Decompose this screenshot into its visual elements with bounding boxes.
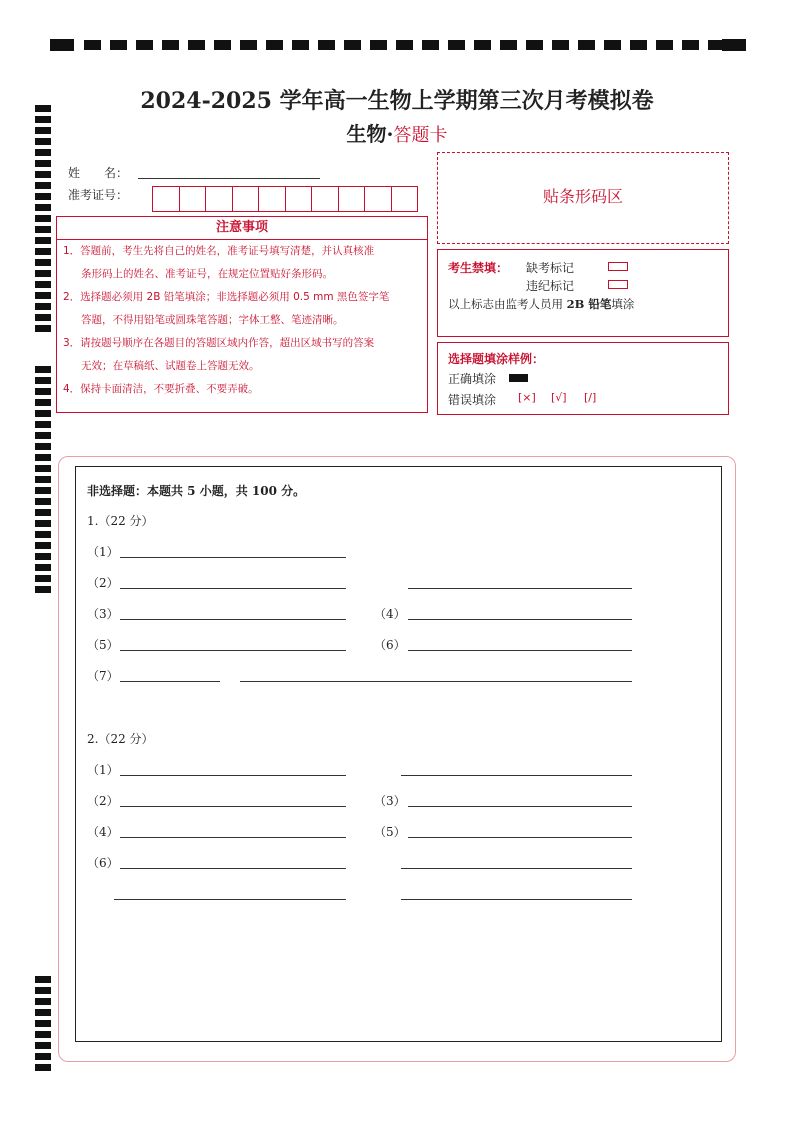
q2-answer-line[interactable]: [408, 837, 632, 838]
timing-mark: [318, 40, 335, 50]
violation-mark-label: 违纪标记: [526, 279, 575, 293]
timing-mark: [35, 259, 51, 266]
forbidden-box: [437, 249, 729, 337]
page-subtitle: [0, 118, 794, 147]
timing-mark: [396, 40, 413, 50]
subtitle-subject: 生物·: [346, 122, 394, 146]
exam-id-boxes[interactable]: [152, 186, 418, 212]
violation-mark-box[interactable]: [608, 280, 628, 289]
q2-answer-line[interactable]: [401, 775, 632, 776]
q1-answer-line[interactable]: [408, 619, 632, 620]
q2-sub-label: （4）: [87, 825, 119, 839]
timing-mark: [35, 292, 51, 299]
q2-answer-line[interactable]: [401, 868, 632, 869]
notice-item: 条形码上的姓名、准考证号，在规定位置贴好条形码。: [81, 268, 333, 280]
notice-box: [56, 238, 428, 413]
timing-mark: [35, 226, 51, 233]
q1-answer-line[interactable]: [120, 681, 220, 682]
timing-mark: [35, 388, 51, 395]
timing-mark: [35, 586, 51, 593]
forbidden-note-suffix: 填涂: [611, 297, 635, 311]
timing-mark: [35, 281, 51, 288]
exam-id-cell[interactable]: [180, 187, 207, 211]
exam-id-cell[interactable]: [233, 187, 260, 211]
forbidden-label: 考生禁填：: [448, 261, 509, 275]
exam-id-cell[interactable]: [153, 187, 180, 211]
timing-mark: [448, 40, 465, 50]
q1-sub-label: （6）: [374, 638, 406, 652]
timing-mark: [35, 575, 51, 582]
timing-mark: [35, 204, 51, 211]
timing-mark: [35, 1042, 51, 1049]
notice-item: 3．请按题号顺序在各题目的答题区域内作答，超出区域书写的答案: [63, 337, 375, 349]
section-title: 非选择题：本题共 5 小题，共 100 分。: [87, 484, 306, 498]
timing-mark: [35, 998, 51, 1005]
q2-sub-label: （5）: [374, 825, 406, 839]
timing-mark: [35, 1064, 51, 1071]
timing-mark: [35, 410, 51, 417]
q2-sub-label: （1）: [87, 763, 119, 777]
q2-answer-line[interactable]: [114, 899, 346, 900]
timing-mark: [474, 40, 491, 50]
timing-mark: [35, 487, 51, 494]
timing-mark: [35, 1031, 51, 1038]
timing-mark: [35, 987, 51, 994]
timing-mark: [110, 40, 127, 50]
timing-mark: [35, 421, 51, 428]
exam-id-cell[interactable]: [392, 187, 418, 211]
timing-mark: [422, 40, 439, 50]
name-field[interactable]: [138, 178, 320, 179]
timing-mark: [35, 171, 51, 178]
id-label: 准考证号：: [68, 188, 129, 202]
q2-answer-line[interactable]: [120, 775, 346, 776]
timing-mark: [35, 1009, 51, 1016]
q2-sub-label: （6）: [87, 856, 119, 870]
notice-heading: 注意事项: [56, 216, 428, 240]
timing-mark: [35, 454, 51, 461]
timing-mark: [682, 40, 699, 50]
forbidden-note-prefix: 以上标志由监考人员用: [448, 297, 567, 311]
wrong-mark-x: [×]: [518, 391, 536, 404]
timing-mark: [35, 553, 51, 560]
timing-mark: [35, 976, 51, 983]
timing-mark: [35, 325, 51, 332]
forbidden-note-bold: 2B 铅笔: [566, 297, 612, 311]
timing-mark: [136, 40, 153, 50]
q1-sub-label: （4）: [374, 607, 406, 621]
q1-answer-line[interactable]: [120, 650, 346, 651]
q2-answer-line[interactable]: [120, 806, 346, 807]
notice-item: 无效；在草稿纸、试题卷上答题无效。: [81, 360, 260, 372]
timing-mark: [35, 366, 51, 373]
timing-mark: [188, 40, 205, 50]
timing-mark: [240, 40, 257, 50]
timing-mark: [35, 531, 51, 538]
timing-mark: [35, 149, 51, 156]
timing-mark: [35, 237, 51, 244]
timing-mark: [630, 40, 647, 50]
timing-mark: [35, 270, 51, 277]
timing-mark: [35, 105, 51, 112]
notice-item: 答题，不得用铅笔或圆珠笔答题；字体工整、笔迹清晰。: [81, 314, 344, 326]
exam-id-cell[interactable]: [365, 187, 392, 211]
q1-sub-label: （1）: [87, 545, 119, 559]
q2-sub-label: （3）: [374, 794, 406, 808]
timing-mark: [35, 193, 51, 200]
q1-sub-label: （2）: [87, 576, 119, 590]
timing-mark: [35, 215, 51, 222]
exam-id-cell[interactable]: [259, 187, 286, 211]
q2-answer-line[interactable]: [120, 837, 346, 838]
q1-answer-line[interactable]: [408, 588, 632, 589]
q2-sub-label: （2）: [87, 794, 119, 808]
answer-inner-frame: [75, 466, 722, 1042]
timing-mark: [162, 40, 179, 50]
timing-mark: [578, 40, 595, 50]
timing-mark: [35, 509, 51, 516]
timing-mark: [35, 116, 51, 123]
timing-mark: [35, 377, 51, 384]
fill-sample-heading: 选择题填涂样例：: [448, 352, 545, 366]
timing-mark: [344, 40, 361, 50]
timing-mark: [500, 40, 517, 50]
fill-sample-box: [437, 342, 729, 415]
timing-mark: [292, 40, 309, 50]
timing-mark: [266, 40, 283, 50]
q1-sub-label: （5）: [87, 638, 119, 652]
subtitle-answer-card: 答题卡: [393, 125, 448, 146]
notice-item: 1．答题前，考生先将自己的姓名，准考证号填写清楚，并认真核准: [63, 245, 375, 257]
q2-answer-line[interactable]: [401, 899, 632, 900]
exam-id-cell[interactable]: [206, 187, 233, 211]
timing-mark: [50, 39, 74, 51]
timing-mark: [84, 40, 101, 50]
absent-mark-box[interactable]: [608, 262, 628, 271]
top-timing-marks: [50, 38, 746, 52]
wrong-mark-check: [√]: [551, 391, 567, 404]
timing-mark: [35, 314, 51, 321]
timing-mark: [370, 40, 387, 50]
timing-mark: [656, 40, 673, 50]
timing-mark: [35, 542, 51, 549]
timing-mark: [35, 399, 51, 406]
notice-item: 4．保持卡面清洁，不要折叠、不要弄破。: [63, 383, 259, 395]
exam-id-cell[interactable]: [339, 187, 366, 211]
q1-answer-line[interactable]: [408, 650, 632, 651]
notice-item: 2．选择题必须用 2B 铅笔填涂；非选择题必须用 0.5 mm 黑色签字笔: [63, 291, 390, 303]
wrong-fill-label: 错误填涂: [448, 393, 497, 407]
barcode-area: [437, 152, 729, 244]
page-title: 2024-2025 学年高一生物上学期第三次月考模拟卷: [140, 88, 654, 114]
wrong-mark-slash: [/]: [584, 391, 597, 404]
q1-answer-line[interactable]: [120, 619, 346, 620]
q1-answer-line[interactable]: [120, 588, 346, 589]
timing-mark: [35, 303, 51, 310]
exam-id-cell[interactable]: [286, 187, 313, 211]
q2-answer-line[interactable]: [120, 868, 346, 869]
q1-title: 1.（22 分）: [87, 514, 154, 528]
correct-fill-sample: [509, 374, 528, 382]
timing-mark: [35, 138, 51, 145]
absent-mark-label: 缺考标记: [526, 261, 575, 275]
timing-mark: [214, 40, 231, 50]
exam-id-cell[interactable]: [312, 187, 339, 211]
timing-mark: [35, 476, 51, 483]
timing-mark: [35, 1020, 51, 1027]
forbidden-note: [448, 296, 634, 312]
timing-mark: [35, 443, 51, 450]
timing-mark: [35, 498, 51, 505]
q1-answer-line[interactable]: [240, 681, 632, 682]
timing-mark: [35, 182, 51, 189]
q2-title: 2.（22 分）: [87, 732, 154, 746]
barcode-label: 贴条形码区: [542, 187, 623, 206]
correct-fill-label: 正确填涂: [448, 372, 497, 386]
timing-mark: [526, 40, 543, 50]
timing-mark: [35, 160, 51, 167]
timing-mark: [552, 40, 569, 50]
timing-mark: [35, 432, 51, 439]
q1-answer-line[interactable]: [120, 557, 346, 558]
timing-mark: [604, 40, 621, 50]
timing-mark: [35, 127, 51, 134]
q1-sub-label: （3）: [87, 607, 119, 621]
timing-mark: [35, 465, 51, 472]
timing-mark: [722, 39, 746, 51]
timing-mark: [35, 248, 51, 255]
timing-mark: [35, 520, 51, 527]
q2-answer-line[interactable]: [408, 806, 632, 807]
name-label: 姓 名：: [68, 166, 129, 180]
timing-mark: [35, 1053, 51, 1060]
timing-mark: [35, 564, 51, 571]
q1-sub-label: （7）: [87, 669, 119, 683]
